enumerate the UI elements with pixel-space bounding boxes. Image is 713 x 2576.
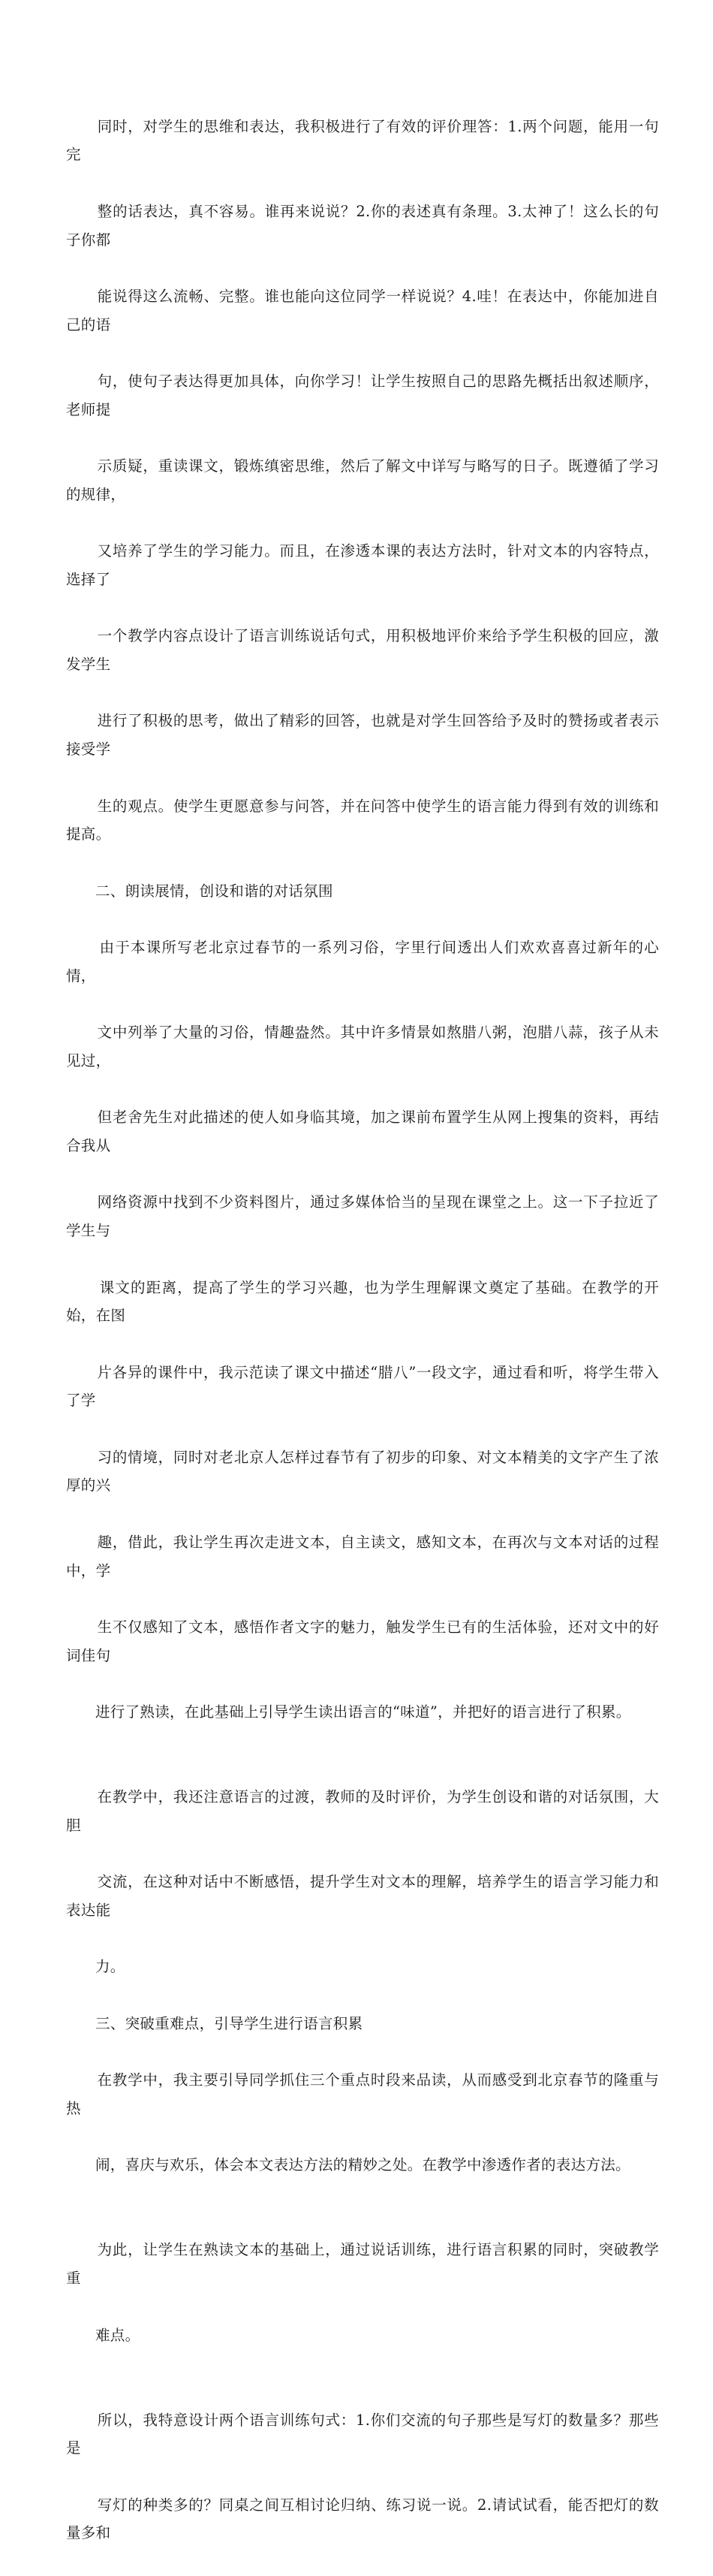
paragraph-training <box>66 2208 659 2378</box>
line: 所以，我特意设计两个语言训练句式：1.你们交流的句子那些是写灯的数量多？那些是 <box>66 2411 659 2457</box>
line: 又培养了学生的学习能力。而且，在渗透本课的表达方法时，针对文本的内容特点，选择了 <box>66 542 659 588</box>
line: 在教学中，我还注意语言的过渡，教师的及时评价，为学生创设和谐的对话氛围，大胆 <box>66 1788 659 1834</box>
line: 整的话表达，真不容易。谁再来说说？2.你的表述真有条理。3.太神了！这么长的句子你都 <box>66 202 659 249</box>
document-body <box>66 84 659 2576</box>
line: 习的情境，同时对老北京人怎样过春节有了初步的印象、对文本精美的文字产生了浓厚的兴 <box>66 1448 659 1495</box>
line: 由于本课所写老北京过春节的一系列习俗，字里行间透出人们欢欢喜喜过新年的心情， <box>66 939 659 985</box>
line: 文中列举了大量的习俗，情趣盎然。其中许多情景如熬腊八粥，泡腊八蒜，孩子从未见过， <box>66 1024 659 1069</box>
line: 在教学中，我主要引导同学抓住三个重点时段来品读，从而感受到北京春节的隆重与热 <box>66 2071 659 2117</box>
line: 同时，对学生的思维和表达，我积极进行了有效的评价理答：1.两个问题，能用一句完 <box>66 117 659 164</box>
paragraph-key-points <box>66 2038 659 2208</box>
section-heading-3: 三、突破重难点，引导学生进行语言积累 <box>95 2014 363 2032</box>
paragraph-evaluation <box>66 84 659 877</box>
line: 课文的距离，提高了学生的学习兴趣，也为学生理解课文奠定了基础。在教学的开始，在图 <box>66 1278 659 1325</box>
line: 句，使句子表达得更加具体，向你学习！让学生按照自己的思路先概括出叙述顺序，老师提 <box>66 373 659 418</box>
line: 示质疑，重读课文，锻炼缜密思维，然后了解文中详写与略写的日子。既遵循了学习的规律， <box>66 457 659 503</box>
line: 生的观点。使学生更愿意参与问答，并在问答中使学生的语言能力得到有效的训练和提高。 <box>66 797 659 843</box>
paragraph-dialogue <box>66 1754 659 2009</box>
line: 难点。 <box>95 2326 140 2344</box>
line: 能说得这么流畅、完整。谁也能向这位同学一样说说？4.哇！在表达中，你能加进自己的语 <box>66 287 659 333</box>
line: 闹，喜庆与欢乐，体会本文表达方法的精妙之处。在教学中渗透作者的表达方法。 <box>95 2156 630 2174</box>
line: 进行了熟读，在此基础上引导学生读出语言的“味道”，并把好的语言进行了积累。 <box>95 1703 631 1721</box>
line: 交流，在这种对话中不断感悟，提升学生对文本的理解，培养学生的语言学习能力和表达能 <box>66 1873 659 1919</box>
line: 进行了积极的思考，做出了精彩的回答，也就是对学生回答给予及时的赞扬或者表示接受学 <box>66 712 659 759</box>
line: 一个教学内容点设计了语言训练说话句式，用积极地评价来给予学生积极的回应，激发学生 <box>66 627 659 674</box>
line: 网络资源中找到不少资料图片，通过多媒体恰当的呈现在课堂之上。这一下子拉近了学生与 <box>66 1193 659 1240</box>
line: 片各异的课件中，我示范读了课文中描述“腊八”一段文字，通过看和听，将学生带入了学 <box>66 1363 659 1410</box>
line: 趣，借此，我让学生再次走进文本，自主读文，感知文本，在再次与文本对话的过程中，学 <box>66 1533 659 1579</box>
paragraph-reading <box>66 905 659 1754</box>
line: 力。 <box>95 1958 125 1976</box>
paragraph-sentence-patterns <box>66 2378 659 2576</box>
line: 生不仅感知了文本，感悟作者文字的魅力，触发学生已有的生活体验，还对文中的好词佳句 <box>66 1618 659 1664</box>
section-heading-2: 二、朗读展情，创设和谐的对话氛围 <box>95 882 333 900</box>
line: 写灯的种类多的？同桌之间互相讨论归纳、练习说一说。2.请试试看，能否把灯的数量多和 <box>66 2496 659 2542</box>
line: 但老舍先生对此描述的使人如身临其境，加之课前布置学生从网上搜集的资料，再结合我从 <box>66 1109 659 1155</box>
line: 为此，让学生在熟读文本的基础上，通过说话训练，进行语言积累的同时，突破教学重 <box>66 2241 659 2288</box>
